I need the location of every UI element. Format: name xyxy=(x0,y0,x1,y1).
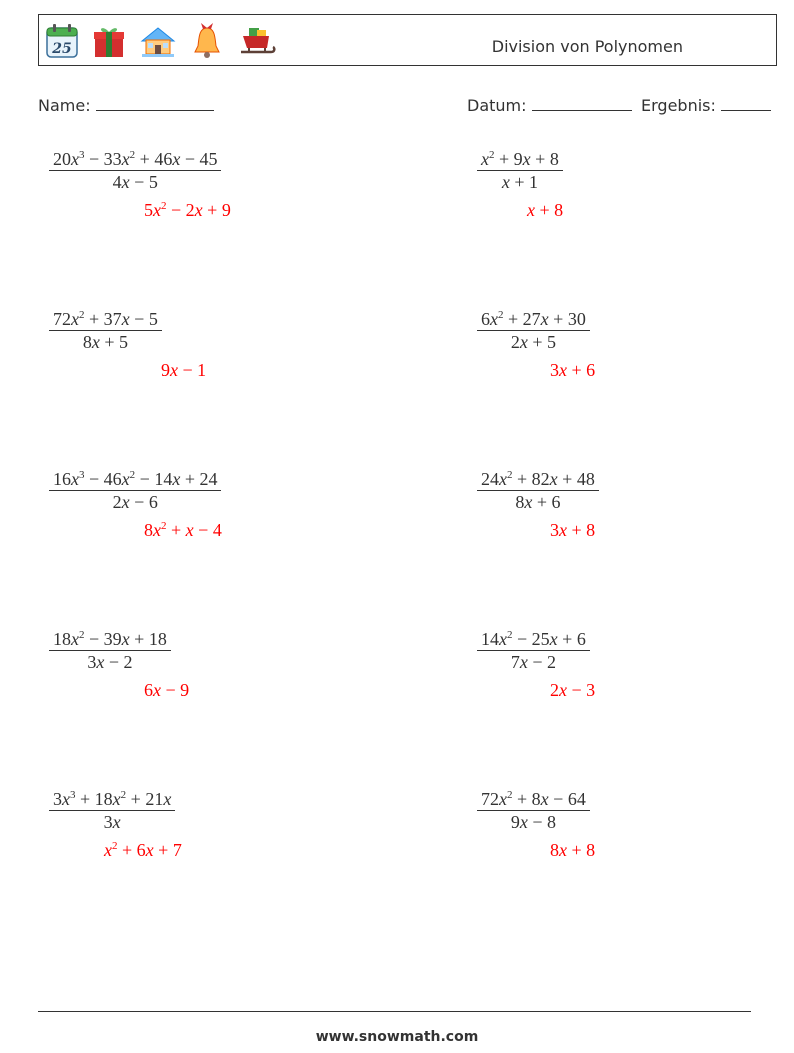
denominator: 8x + 5 xyxy=(82,332,128,352)
answer: 3x + 6 xyxy=(550,360,596,380)
fraction xyxy=(49,468,221,513)
problem-2 xyxy=(477,148,564,220)
problem-10 xyxy=(477,788,596,860)
name-blank xyxy=(96,94,214,111)
fraction xyxy=(477,308,590,353)
problem-9 xyxy=(49,788,182,860)
answer: 9x − 1 xyxy=(161,360,207,380)
answer: 6x − 9 xyxy=(144,680,190,700)
numerator: $3x^3 + 18x^2 + 21x$ xyxy=(53,789,172,809)
header-icons xyxy=(45,21,277,61)
denominator: 3x xyxy=(103,812,121,832)
problem-3 xyxy=(49,308,207,380)
result-label: Ergebnis: xyxy=(641,96,716,115)
name-field xyxy=(38,94,214,115)
numerator: $14x^2 - 25x + 6$ xyxy=(481,629,586,649)
result-field xyxy=(641,94,771,115)
denominator: 3x − 2 xyxy=(87,652,133,672)
date-label: Datum: xyxy=(467,96,527,115)
answer: $8x^2 + x - 4$ xyxy=(144,520,222,540)
problem-4 xyxy=(477,308,596,380)
footer-url: www.snowmath.com xyxy=(315,1029,479,1045)
worksheet-title: Division von Polynomen xyxy=(491,37,683,56)
footer-divider xyxy=(38,1011,751,1012)
result-blank xyxy=(721,94,771,111)
worksheet-header xyxy=(38,14,777,66)
calendar-icon xyxy=(45,23,79,59)
problem-5 xyxy=(49,468,222,540)
numerator: $72x^2 + 8x - 64$ xyxy=(481,789,586,809)
fraction xyxy=(477,628,590,673)
numerator: $20x^3 - 33x^2 + 46x - 45$ xyxy=(53,149,218,169)
sleigh-icon xyxy=(237,24,277,58)
numerator: $6x^2 + 27x + 30$ xyxy=(481,309,586,329)
bell-icon xyxy=(191,22,223,60)
denominator: 7x − 2 xyxy=(510,652,556,672)
date-field xyxy=(467,94,632,115)
fraction xyxy=(477,148,563,193)
problem-6 xyxy=(477,468,599,540)
answer: 2x − 3 xyxy=(550,680,596,700)
answer: 8x + 8 xyxy=(550,840,596,860)
denominator: 9x − 8 xyxy=(510,812,556,832)
fraction xyxy=(49,788,175,833)
numerator: $18x^2 - 39x + 18$ xyxy=(53,629,167,649)
fraction xyxy=(49,308,162,353)
denominator: 2x − 6 xyxy=(112,492,158,512)
problem-7 xyxy=(49,628,190,700)
numerator: $24x^2 + 82x + 48$ xyxy=(481,469,595,489)
fraction xyxy=(477,788,590,833)
problem-1 xyxy=(49,148,231,220)
denominator: x + 1 xyxy=(501,172,538,192)
denominator: 2x + 5 xyxy=(510,332,556,352)
answer: 3x + 8 xyxy=(550,520,596,540)
answer: x + 8 xyxy=(527,200,564,220)
problem-8 xyxy=(477,628,596,700)
house-icon xyxy=(139,23,177,59)
fraction xyxy=(477,468,599,513)
numerator: $x^2 + 9x + 8$ xyxy=(481,149,559,169)
numerator: $72x^2 + 37x - 5$ xyxy=(53,309,158,329)
gift-icon xyxy=(93,23,125,59)
denominator: 4x − 5 xyxy=(112,172,158,192)
date-blank xyxy=(532,94,632,111)
answer: $x^2 + 6x + 7$ xyxy=(104,840,182,860)
fraction xyxy=(49,628,171,673)
name-label: Name: xyxy=(38,96,91,115)
numerator: $16x^3 - 46x^2 - 14x + 24$ xyxy=(53,469,218,489)
svg-text:25: 25 xyxy=(52,41,72,57)
denominator: 8x + 6 xyxy=(515,492,561,512)
fraction xyxy=(49,148,221,193)
answer: $5x^2 - 2x + 9$ xyxy=(144,200,231,220)
